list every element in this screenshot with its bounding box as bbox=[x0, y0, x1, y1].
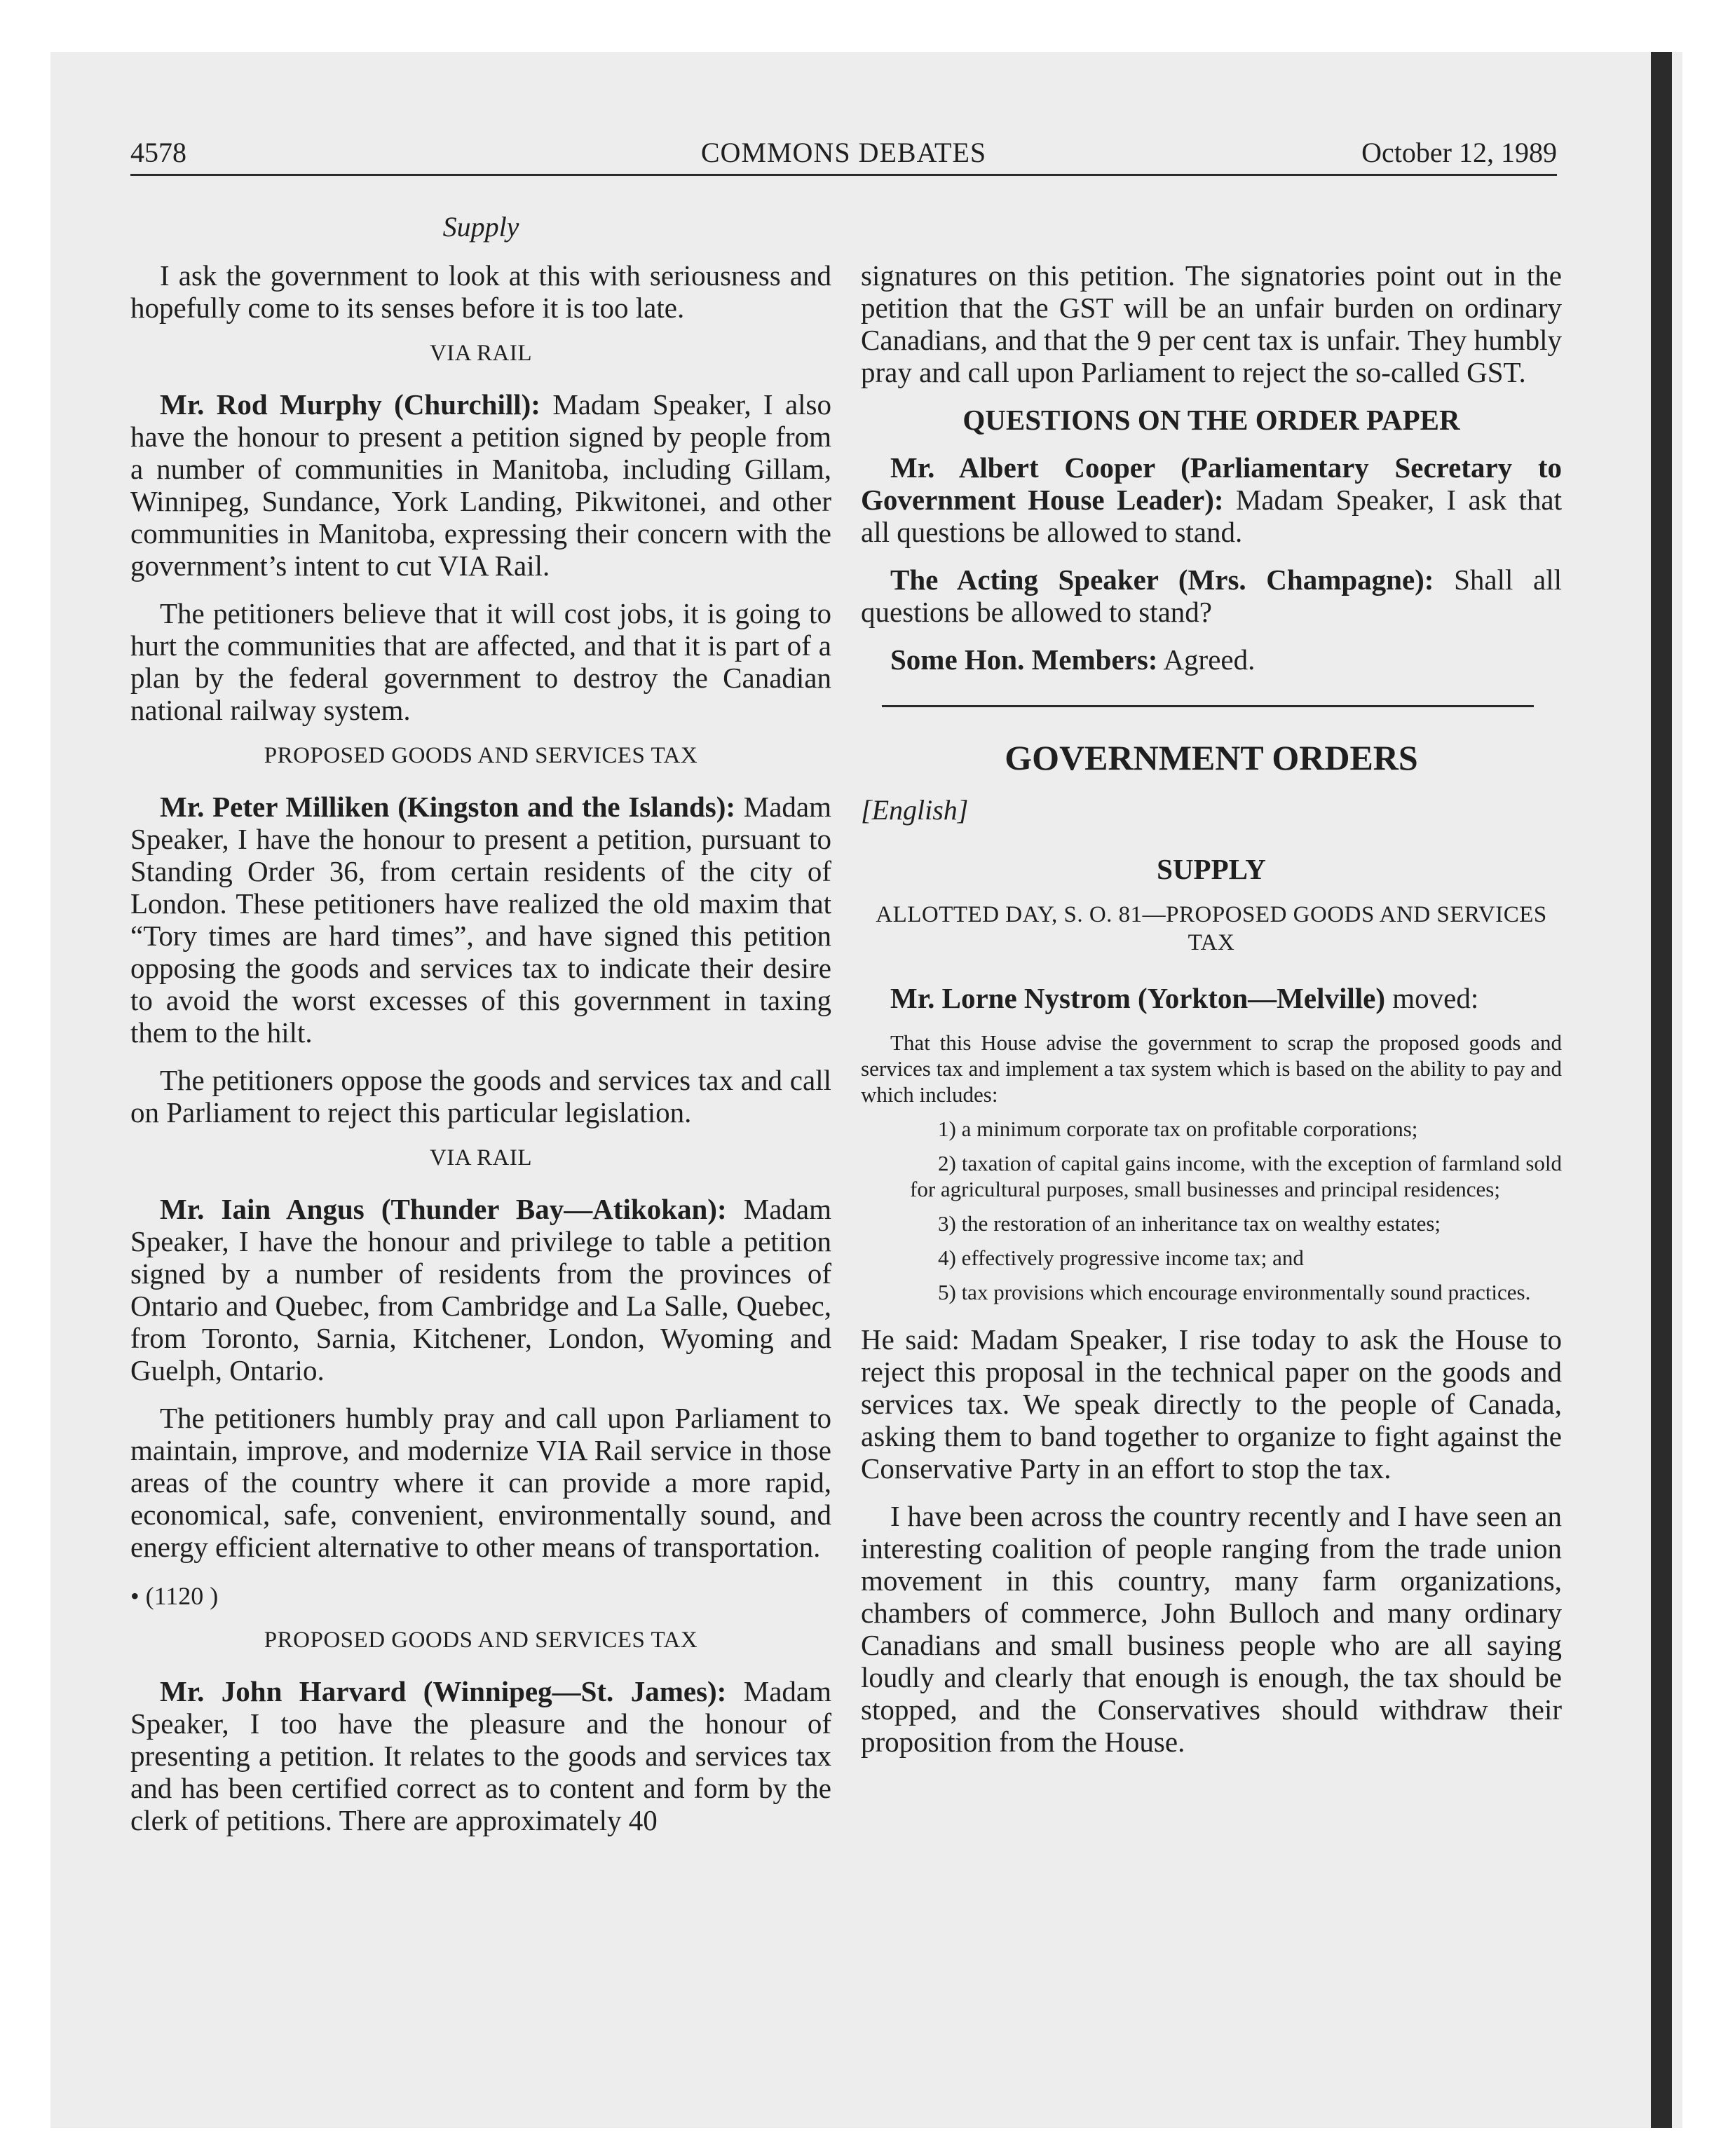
motion-item: 4) effectively progressive income tax; and bbox=[938, 1246, 1304, 1270]
time-marker: • (1120 ) bbox=[130, 1582, 219, 1610]
page-spine-shadow bbox=[1651, 52, 1672, 2128]
speech-paragraph bbox=[861, 643, 1562, 676]
speech-text: moved: bbox=[1385, 982, 1479, 1014]
section-heading: VIA RAIL bbox=[429, 341, 533, 366]
speech-paragraph bbox=[861, 982, 1562, 1014]
speech-paragraph bbox=[130, 1193, 831, 1386]
speaker-name: Mr. Peter Milliken (Kingston and the Islands): bbox=[160, 791, 736, 823]
paragraph: The petitioners believe that it will cost jobs, it is going to hurt the communities that are affected, and that it is part of a plan by the federal government to destroy the Canadian national railway system. bbox=[130, 597, 831, 726]
motion-item: 2) taxation of capital gains income, with the exception of farmland sold for agricultural purposes, small businesses and principal residences; bbox=[910, 1151, 1562, 1201]
speech-text: Madam Speaker, I have the honour to present a petition, pursuant to Standing Order 36, from certain residents of the city of London. These petitioners have realized the old maxim that “Tory times are hard times”, and have signed this petition opposing the goods and services tax to indicate their desire to avoid the worst excesses of this government in taxing them to the hilt. bbox=[130, 791, 831, 1049]
speech-paragraph bbox=[130, 1675, 831, 1836]
speaker-name: The Acting Speaker (Mrs. Champagne): bbox=[890, 564, 1434, 596]
right-column bbox=[861, 259, 1562, 1773]
speech-text: Shall all questions be allowed to stand? bbox=[861, 564, 1562, 628]
motion-item: 1) a minimum corporate tax on profitable corporations; bbox=[938, 1117, 1418, 1141]
speaker-name: Mr. Iain Angus (Thunder Bay—Atikokan): bbox=[160, 1193, 727, 1225]
paragraph: signatures on this petition. The signatories point out in the petition that the GST will be an unfair burden on ordinary Canadians, and that the 9 per cent tax is unfair. They humbly pray and call upon Parliament to reject the so-called GST. bbox=[861, 259, 1562, 388]
speech-text: Madam Speaker, I have the honour and privilege to table a petition signed by a number of residents from the provinces of Ontario and Quebec, from Cambridge and La Salle, Quebec, from Toronto, Sarnia, Kitchener, London, Wyoming and Guelph, Ontario. bbox=[130, 1193, 831, 1386]
paragraph: I have been across the country recently and I have seen an interesting coalition of people ranging from the trade union movement in this country, many farm organizations, chambers of commerce, John Bulloch and many ordinary Canadians and small business people who are all saying loudly and clearly that enough is enough, the tax should be stopped, and the Conservatives should withdraw their proposition from the House. bbox=[861, 1500, 1562, 1758]
speech-text: Madam Speaker, I ask that all questions be allowed to stand. bbox=[861, 484, 1562, 548]
speaker-name: Mr. Lorne Nystrom (Yorkton—Melville) bbox=[890, 982, 1385, 1014]
motion-text: That this House advise the government to scrap the proposed goods and services tax and implement a tax system which is based on the ability to pay and which includes: bbox=[861, 1030, 1562, 1107]
section-heading: PROPOSED GOODS AND SERVICES TAX bbox=[264, 1628, 698, 1653]
section-heading: QUESTIONS ON THE ORDER PAPER bbox=[962, 404, 1460, 436]
left-column bbox=[130, 259, 831, 1852]
paragraph: I ask the government to look at this with seriousness and hopefully come to its senses before it is too late. bbox=[130, 259, 831, 324]
running-head: Supply bbox=[442, 211, 519, 243]
motion-item: 3) the restoration of an inheritance tax on wealthy estates; bbox=[938, 1211, 1441, 1236]
page-date: October 12, 1989 bbox=[1361, 137, 1557, 168]
speaker-name: Some Hon. Members: bbox=[890, 643, 1158, 676]
section-heading: SUPPLY bbox=[1157, 853, 1266, 885]
section-heading: PROPOSED GOODS AND SERVICES TAX bbox=[264, 743, 698, 768]
speech-text: Madam Speaker, I also have the honour to present a petition signed by people from a number of communities in Manitoba, including Gillam, Winnipeg, Sundance, York Landing, Pikwitonei, and other communities in Manitoba, expressing their concern with the government’s intent to cut VIA Rail. bbox=[130, 388, 831, 582]
page-number: 4578 bbox=[130, 137, 186, 168]
subsection-heading: ALLOTTED DAY, S. O. 81—PROPOSED GOODS AND SERVICES TAX bbox=[876, 902, 1547, 955]
speech-text: Madam Speaker, I too have the pleasure and the honour of presenting a petition. It relates to the goods and services tax and has been certified correct as to content and form by the clerk of petitions. There are approximately 40 bbox=[130, 1675, 831, 1836]
speech-paragraph bbox=[861, 564, 1562, 628]
publication-title: COMMONS DEBATES bbox=[700, 137, 987, 168]
speaker-name: Mr. Rod Murphy (Churchill): bbox=[160, 388, 540, 421]
speaker-name: Mr. John Harvard (Winnipeg—St. James): bbox=[160, 1675, 727, 1707]
speaker-name: Mr. Albert Cooper (Parliamentary Secretary to Government House Leader): bbox=[861, 451, 1562, 516]
speech-paragraph bbox=[130, 791, 831, 1049]
paragraph: He said: Madam Speaker, I rise today to ask the House to reject this proposal in the technical paper on the goods and services tax. We speak directly to the people of Canada, asking them to band together to organize to fight against the Conservative Party in an effort to stop the tax. bbox=[861, 1323, 1562, 1485]
speech-paragraph bbox=[861, 451, 1562, 548]
header-rule bbox=[130, 174, 1557, 176]
speech-paragraph bbox=[130, 388, 831, 582]
speech-text: Agreed. bbox=[1157, 643, 1256, 676]
language-marker: [English] bbox=[861, 794, 969, 826]
paragraph: The petitioners oppose the goods and services tax and call on Parliament to reject this particular legislation. bbox=[130, 1064, 831, 1128]
major-heading: GOVERNMENT ORDERS bbox=[1005, 738, 1418, 777]
section-divider bbox=[882, 705, 1534, 707]
paragraph: The petitioners humbly pray and call upon Parliament to maintain, improve, and modernize VIA Rail service in those areas of the country where it can provide a more rapid, economical, safe, convenient, environmentally sound, and energy efficient alternative to other means of transportation. bbox=[130, 1402, 831, 1563]
section-heading: VIA RAIL bbox=[429, 1145, 533, 1171]
page-header bbox=[130, 132, 1557, 174]
motion-item: 5) tax provisions which encourage environmentally sound practices. bbox=[938, 1280, 1531, 1304]
